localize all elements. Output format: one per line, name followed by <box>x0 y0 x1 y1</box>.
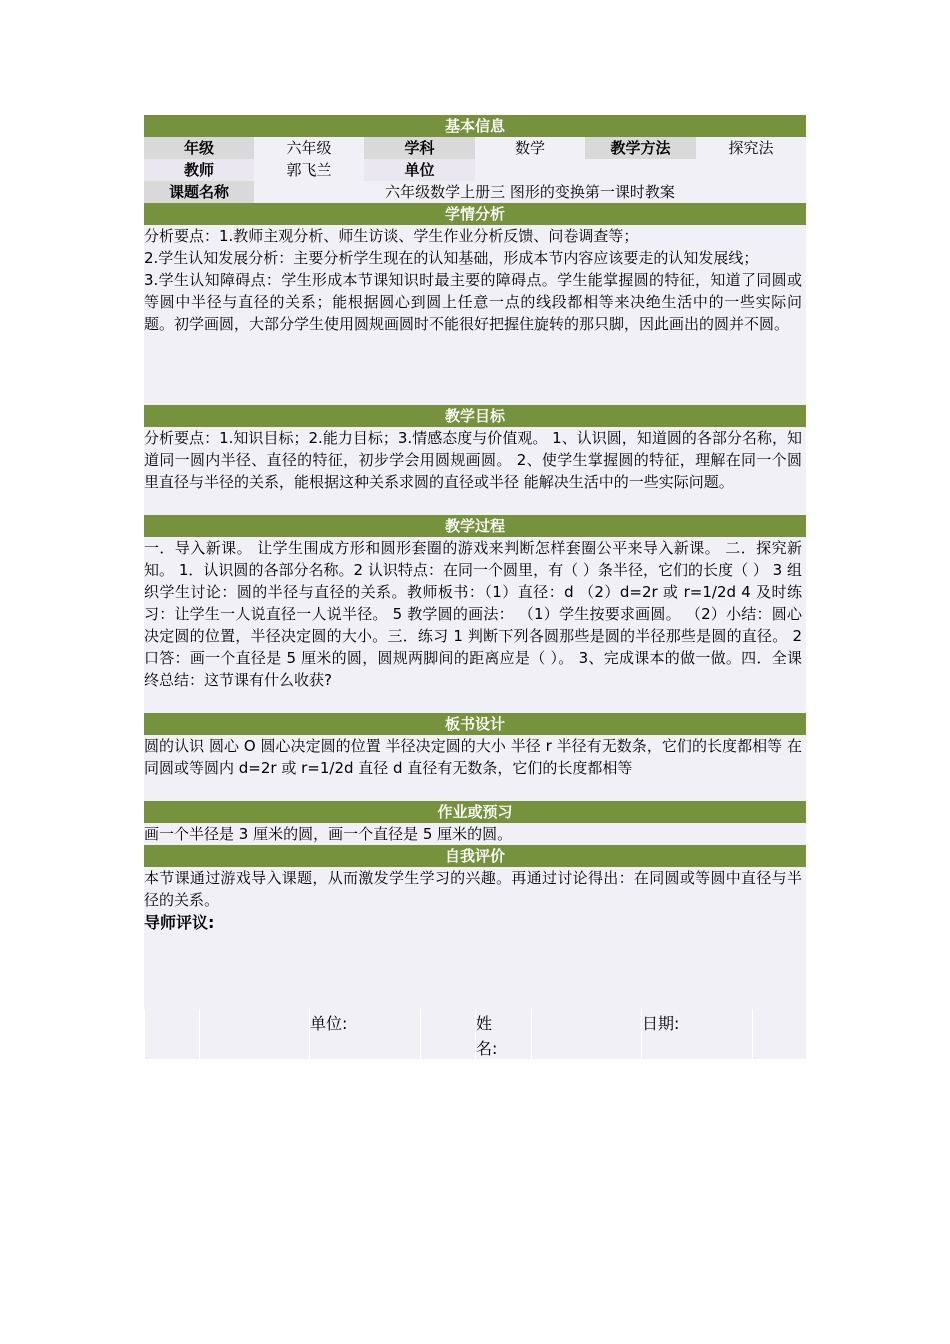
review-title: 导师评议: <box>144 911 806 1009</box>
unit-label: 单位 <box>364 159 475 181</box>
process-text: 一．导入新课。 让学生围成方形和圆形套圈的游戏来判断怎样套圈公平来导入新课。 二．探究新知。 1．认识圆的各部分名称。2 认识特点：在同一个圆里，有（ ）条半径，它们的长度（ ） 3 组织学生讨论：圆的半径与直径的关系。教师板书：（1）直径：d （2）d=2r 或 r=1/2d 4 及时练习：让学生一人说直径一人说半径。 5 教学圆的画法： （1）学生按要求画圆。 （2）小结：圆心决定圆的位置，半径决定圆的大小。三．练习 1 判断下列各圆那些是圆的半径那些是圆的直径。 2 口答：画一个直径是 5 厘米的圆，圆规两脚间的距离应是（ ）。 3、完成课本的做一做。四．全课终总结：这节课有什么收获? <box>144 539 802 689</box>
subject-label: 学科 <box>364 137 475 159</box>
homework-text: 画一个半径是 3 厘米的圆，画一个直径是 5 厘米的圆。 <box>144 825 513 843</box>
self-eval-body <box>144 867 806 911</box>
analysis-paragraph: 分析要点：1.教师主观分析、师生访谈、学生作业分析反馈、问卷调查等； <box>144 227 639 245</box>
course-row <box>144 181 806 203</box>
subject-value: 数学 <box>475 137 585 159</box>
board-body <box>144 735 806 801</box>
board-text: 圆的认识 圆心 O 圆心决定圆的位置 半径决定圆的大小 半径 r 半径有无数条，它们的长度都相等 在同圆或等圆内 d=2r 或 r=1/2d 直径 d 直径有无数条，它们的长度都相等 <box>144 737 802 777</box>
empty-cell <box>144 1009 199 1061</box>
unit-sign-label: 单位: <box>309 1009 420 1061</box>
board-header: 板书设计 <box>144 713 806 735</box>
empty-cell <box>199 1009 309 1061</box>
goals-text: 分析要点：1.知识目标；2.能力目标；3.情感态度与价值观。 1、认识圆，知道圆的各部分名称，知道同一圆内半径、直径的特征，初步学会用圆规画圆。 2、使学生掌握圆的特征，理解在同一个圆里直径与半径的关系，能根据这种关系求圆的直径或半径 能解决生活中的一些实际问题。 <box>144 429 802 491</box>
analysis-body <box>144 225 806 405</box>
course-value: 六年级数学上册三 图形的变换第一课时教案 <box>254 181 806 203</box>
self-eval-text: 本节课通过游戏导入课题，从而激发学生学习的兴趣。再通过讨论得出：在同圆或等圆中直径与半径的关系。 <box>144 869 802 909</box>
analysis-paragraph: 2.学生认知发展分析：主要分析学生现在的认知基础，形成本节内容应该要走的认知发展线； <box>144 249 759 267</box>
info-row-2 <box>144 159 806 181</box>
grade-value: 六年级 <box>254 137 364 159</box>
grade-label: 年级 <box>144 137 254 159</box>
analysis-paragraph: 3.学生认知障碍点：学生形成本节课知识时最主要的障碍点。学生能掌握圆的特征，知道了同圆或等圆中半径与直径的关系；能根据圆心到圆上任意一点的线段都相等来决绝生活中的一些实际问题。初学画圆，大部分学生使用圆规画圆时不能很好把握住旋转的那只脚，因此画出的圆并不圆。 <box>144 271 802 333</box>
date-sign-label: 日期: <box>641 1009 752 1061</box>
unit-value <box>475 159 585 181</box>
empty-cell <box>420 1009 475 1061</box>
signature-row <box>144 1009 806 1059</box>
teacher-value: 郭飞兰 <box>254 159 364 181</box>
lesson-plan-document <box>144 115 806 1059</box>
empty-cell <box>585 159 696 181</box>
process-header: 教学过程 <box>144 515 806 537</box>
teacher-label: 教师 <box>144 159 254 181</box>
homework-header: 作业或预习 <box>144 801 806 823</box>
empty-cell <box>531 1009 641 1061</box>
info-row-1 <box>144 137 806 159</box>
method-label: 教学方法 <box>585 137 696 159</box>
goals-header: 教学目标 <box>144 405 806 427</box>
empty-cell <box>696 159 806 181</box>
self-eval-header: 自我评价 <box>144 845 806 867</box>
process-body <box>144 537 806 713</box>
basic-info-header: 基本信息 <box>144 115 806 137</box>
method-value: 探究法 <box>696 137 806 159</box>
homework-body <box>144 823 806 845</box>
course-label: 课题名称 <box>144 181 254 203</box>
goals-body <box>144 427 806 515</box>
name-sign-label: 姓名: <box>475 1009 505 1061</box>
analysis-header: 学情分析 <box>144 203 806 225</box>
empty-cell <box>752 1009 807 1061</box>
